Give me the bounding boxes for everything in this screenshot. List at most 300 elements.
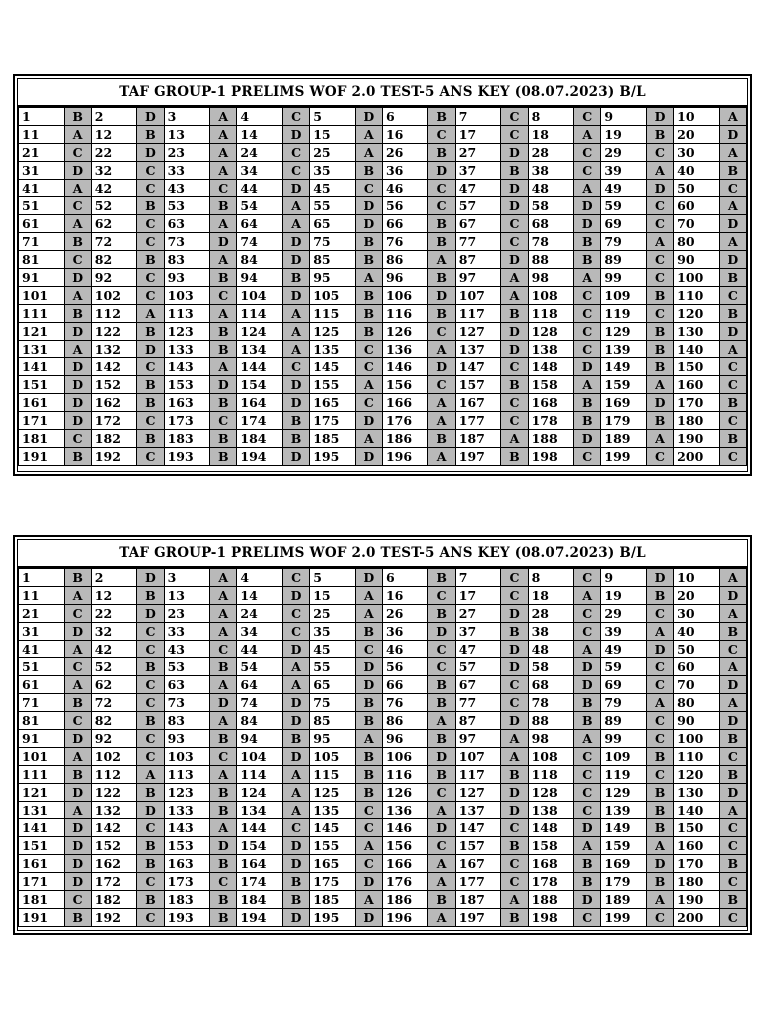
question-number: 32 bbox=[91, 622, 137, 640]
question-number: 108 bbox=[528, 286, 574, 304]
question-number: 62 bbox=[91, 676, 137, 694]
table-row bbox=[19, 269, 747, 287]
table-row bbox=[19, 286, 747, 304]
table-row bbox=[19, 622, 747, 640]
question-number: 39 bbox=[601, 622, 647, 640]
answer-letter: B bbox=[719, 730, 746, 748]
question-number: 127 bbox=[455, 322, 501, 340]
table-row bbox=[19, 837, 747, 855]
answer-letter: B bbox=[137, 586, 164, 604]
question-number: 45 bbox=[310, 179, 356, 197]
question-number: 38 bbox=[528, 161, 574, 179]
question-number: 173 bbox=[164, 873, 210, 891]
answer-letter: B bbox=[646, 358, 673, 376]
answer-letter: A bbox=[574, 837, 601, 855]
question-number: 24 bbox=[237, 143, 283, 161]
question-number: 61 bbox=[19, 676, 65, 694]
question-number: 194 bbox=[237, 447, 283, 465]
answer-letter: A bbox=[64, 286, 91, 304]
question-number: 156 bbox=[382, 837, 428, 855]
table-row bbox=[19, 819, 747, 837]
answer-letter: C bbox=[574, 340, 601, 358]
table-row bbox=[19, 447, 747, 465]
question-number: 6 bbox=[382, 108, 428, 126]
answer-letter: D bbox=[501, 640, 528, 658]
table-row bbox=[19, 358, 747, 376]
question-number: 119 bbox=[601, 304, 647, 322]
answer-letter: A bbox=[137, 304, 164, 322]
answer-letter: D bbox=[501, 658, 528, 676]
answer-letter: C bbox=[428, 658, 455, 676]
question-number: 57 bbox=[455, 197, 501, 215]
question-number: 191 bbox=[19, 908, 65, 926]
question-number: 29 bbox=[601, 604, 647, 622]
question-number: 133 bbox=[164, 801, 210, 819]
answer-letter: D bbox=[64, 269, 91, 287]
question-number: 195 bbox=[310, 447, 356, 465]
answer-letter: D bbox=[64, 322, 91, 340]
answer-letter: D bbox=[210, 837, 237, 855]
table-row bbox=[19, 712, 747, 730]
question-number: 91 bbox=[19, 730, 65, 748]
question-number: 95 bbox=[310, 730, 356, 748]
question-number: 8 bbox=[528, 108, 574, 126]
question-number: 95 bbox=[310, 269, 356, 287]
question-number: 35 bbox=[310, 161, 356, 179]
answer-letter: A bbox=[355, 125, 382, 143]
question-number: 195 bbox=[310, 908, 356, 926]
question-number: 170 bbox=[674, 855, 720, 873]
answer-letter: C bbox=[646, 730, 673, 748]
question-number: 124 bbox=[237, 783, 283, 801]
answer-letter: B bbox=[355, 251, 382, 269]
question-number: 51 bbox=[19, 197, 65, 215]
answer-letter: A bbox=[719, 233, 746, 251]
question-number: 132 bbox=[91, 340, 137, 358]
question-number: 168 bbox=[528, 855, 574, 873]
answer-letter: C bbox=[574, 447, 601, 465]
answer-letter: D bbox=[210, 694, 237, 712]
answer-letter: B bbox=[646, 412, 673, 430]
question-number: 100 bbox=[674, 730, 720, 748]
answer-letter: D bbox=[282, 447, 309, 465]
answer-letter: A bbox=[355, 143, 382, 161]
question-number: 128 bbox=[528, 322, 574, 340]
question-number: 165 bbox=[310, 855, 356, 873]
answer-letter: A bbox=[64, 179, 91, 197]
answer-key-title: TAF GROUP-1 PRELIMS WOF 2.0 TEST-5 ANS KEY (08.07.2023) B/L bbox=[18, 79, 747, 107]
answer-letter: B bbox=[574, 694, 601, 712]
question-number: 17 bbox=[455, 586, 501, 604]
question-number: 58 bbox=[528, 658, 574, 676]
question-number: 94 bbox=[237, 269, 283, 287]
question-number: 152 bbox=[91, 837, 137, 855]
question-number: 145 bbox=[310, 819, 356, 837]
answer-letter: A bbox=[719, 604, 746, 622]
table-row bbox=[19, 747, 747, 765]
answer-letter: C bbox=[137, 747, 164, 765]
answer-letter: C bbox=[428, 376, 455, 394]
answer-letter: B bbox=[210, 322, 237, 340]
question-number: 109 bbox=[601, 286, 647, 304]
answer-letter: C bbox=[719, 179, 746, 197]
question-number: 123 bbox=[164, 322, 210, 340]
answer-key-table bbox=[18, 107, 747, 466]
answer-letter: C bbox=[137, 233, 164, 251]
question-number: 120 bbox=[674, 765, 720, 783]
question-number: 48 bbox=[528, 640, 574, 658]
answer-letter: B bbox=[282, 412, 309, 430]
question-number: 56 bbox=[382, 658, 428, 676]
answer-letter: C bbox=[64, 143, 91, 161]
question-number: 200 bbox=[674, 908, 720, 926]
question-number: 137 bbox=[455, 801, 501, 819]
question-number: 119 bbox=[601, 765, 647, 783]
answer-letter: D bbox=[355, 197, 382, 215]
table-row bbox=[19, 304, 747, 322]
question-number: 47 bbox=[455, 179, 501, 197]
question-number: 49 bbox=[601, 640, 647, 658]
answer-letter: A bbox=[282, 783, 309, 801]
answer-letter: B bbox=[646, 747, 673, 765]
answer-letter: A bbox=[282, 322, 309, 340]
answer-letter: A bbox=[574, 640, 601, 658]
question-number: 9 bbox=[601, 108, 647, 126]
question-number: 41 bbox=[19, 640, 65, 658]
question-number: 144 bbox=[237, 358, 283, 376]
question-number: 65 bbox=[310, 215, 356, 233]
answer-letter: B bbox=[355, 622, 382, 640]
answer-letter: C bbox=[646, 304, 673, 322]
answer-letter: A bbox=[646, 891, 673, 909]
question-number: 154 bbox=[237, 376, 283, 394]
question-number: 171 bbox=[19, 873, 65, 891]
answer-letter: D bbox=[574, 819, 601, 837]
answer-letter: A bbox=[355, 269, 382, 287]
answer-letter: D bbox=[646, 569, 673, 587]
question-number: 51 bbox=[19, 658, 65, 676]
question-number: 166 bbox=[382, 855, 428, 873]
question-number: 33 bbox=[164, 622, 210, 640]
answer-letter: B bbox=[282, 730, 309, 748]
answer-letter: D bbox=[574, 215, 601, 233]
question-number: 82 bbox=[91, 251, 137, 269]
question-number: 71 bbox=[19, 233, 65, 251]
question-number: 161 bbox=[19, 394, 65, 412]
table-row bbox=[19, 676, 747, 694]
question-number: 107 bbox=[455, 747, 501, 765]
question-number: 67 bbox=[455, 215, 501, 233]
question-number: 72 bbox=[91, 233, 137, 251]
answer-letter: D bbox=[719, 676, 746, 694]
answer-letter: C bbox=[501, 873, 528, 891]
question-number: 90 bbox=[674, 712, 720, 730]
answer-letter: C bbox=[574, 622, 601, 640]
question-number: 165 bbox=[310, 394, 356, 412]
table-row bbox=[19, 801, 747, 819]
answer-letter: A bbox=[210, 304, 237, 322]
question-number: 76 bbox=[382, 694, 428, 712]
question-number: 58 bbox=[528, 197, 574, 215]
answer-letter: C bbox=[646, 765, 673, 783]
question-number: 55 bbox=[310, 197, 356, 215]
table-row bbox=[19, 604, 747, 622]
question-number: 193 bbox=[164, 908, 210, 926]
question-number: 46 bbox=[382, 640, 428, 658]
question-number: 80 bbox=[674, 694, 720, 712]
question-number: 1 bbox=[19, 569, 65, 587]
answer-letter: A bbox=[646, 430, 673, 448]
answer-letter: C bbox=[282, 108, 309, 126]
question-number: 84 bbox=[237, 712, 283, 730]
answer-letter: B bbox=[210, 430, 237, 448]
answer-letter: C bbox=[137, 622, 164, 640]
answer-letter: C bbox=[137, 640, 164, 658]
question-number: 99 bbox=[601, 730, 647, 748]
answer-letter: C bbox=[428, 640, 455, 658]
question-number: 62 bbox=[91, 215, 137, 233]
answer-letter: C bbox=[646, 658, 673, 676]
question-number: 53 bbox=[164, 197, 210, 215]
answer-letter: C bbox=[719, 837, 746, 855]
answer-letter: D bbox=[355, 569, 382, 587]
question-number: 3 bbox=[164, 569, 210, 587]
question-number: 190 bbox=[674, 430, 720, 448]
question-number: 75 bbox=[310, 694, 356, 712]
answer-letter: B bbox=[428, 891, 455, 909]
answer-letter: A bbox=[355, 430, 382, 448]
question-number: 16 bbox=[382, 125, 428, 143]
question-number: 31 bbox=[19, 161, 65, 179]
question-number: 102 bbox=[91, 747, 137, 765]
answer-letter: D bbox=[574, 891, 601, 909]
answer-letter: D bbox=[64, 394, 91, 412]
question-number: 145 bbox=[310, 358, 356, 376]
answer-letter: C bbox=[355, 179, 382, 197]
answer-letter: A bbox=[574, 179, 601, 197]
answer-letter: A bbox=[646, 694, 673, 712]
answer-letter: B bbox=[137, 125, 164, 143]
question-number: 15 bbox=[310, 586, 356, 604]
question-number: 157 bbox=[455, 376, 501, 394]
table-row bbox=[19, 765, 747, 783]
answer-letter: C bbox=[428, 837, 455, 855]
question-number: 45 bbox=[310, 640, 356, 658]
answer-letter: C bbox=[646, 712, 673, 730]
answer-letter: D bbox=[355, 215, 382, 233]
answer-letter: A bbox=[355, 730, 382, 748]
answer-letter: D bbox=[428, 622, 455, 640]
question-number: 153 bbox=[164, 376, 210, 394]
question-number: 197 bbox=[455, 908, 501, 926]
question-number: 88 bbox=[528, 251, 574, 269]
answer-letter: D bbox=[282, 694, 309, 712]
question-number: 142 bbox=[91, 819, 137, 837]
question-number: 136 bbox=[382, 801, 428, 819]
answer-letter: D bbox=[355, 412, 382, 430]
question-number: 115 bbox=[310, 304, 356, 322]
question-number: 47 bbox=[455, 640, 501, 658]
question-number: 142 bbox=[91, 358, 137, 376]
question-number: 155 bbox=[310, 837, 356, 855]
table-row bbox=[19, 143, 747, 161]
answer-letter: C bbox=[719, 819, 746, 837]
answer-letter: C bbox=[719, 286, 746, 304]
answer-letter: A bbox=[428, 908, 455, 926]
answer-letter: C bbox=[137, 694, 164, 712]
question-number: 144 bbox=[237, 819, 283, 837]
question-number: 193 bbox=[164, 447, 210, 465]
answer-letter: C bbox=[501, 125, 528, 143]
answer-letter: B bbox=[137, 891, 164, 909]
question-number: 151 bbox=[19, 837, 65, 855]
answer-letter: D bbox=[64, 376, 91, 394]
answer-letter: D bbox=[282, 233, 309, 251]
answer-letter: C bbox=[137, 286, 164, 304]
question-number: 72 bbox=[91, 694, 137, 712]
answer-letter: C bbox=[137, 873, 164, 891]
answer-letter: B bbox=[646, 873, 673, 891]
question-number: 13 bbox=[164, 586, 210, 604]
answer-letter: C bbox=[501, 358, 528, 376]
question-number: 180 bbox=[674, 412, 720, 430]
table-row bbox=[19, 215, 747, 233]
question-number: 100 bbox=[674, 269, 720, 287]
question-number: 175 bbox=[310, 412, 356, 430]
question-number: 79 bbox=[601, 694, 647, 712]
answer-letter: A bbox=[64, 340, 91, 358]
question-number: 159 bbox=[601, 837, 647, 855]
answer-letter: C bbox=[646, 251, 673, 269]
question-number: 59 bbox=[601, 197, 647, 215]
question-number: 27 bbox=[455, 604, 501, 622]
question-number: 161 bbox=[19, 855, 65, 873]
question-number: 160 bbox=[674, 376, 720, 394]
table-row bbox=[19, 569, 747, 587]
answer-letter: D bbox=[64, 161, 91, 179]
question-number: 197 bbox=[455, 447, 501, 465]
answer-letter: C bbox=[64, 430, 91, 448]
question-number: 181 bbox=[19, 430, 65, 448]
answer-letter: D bbox=[719, 251, 746, 269]
question-number: 81 bbox=[19, 712, 65, 730]
question-number: 178 bbox=[528, 412, 574, 430]
question-number: 146 bbox=[382, 819, 428, 837]
question-number: 77 bbox=[455, 233, 501, 251]
answer-letter: C bbox=[501, 215, 528, 233]
answer-letter: C bbox=[501, 819, 528, 837]
question-number: 166 bbox=[382, 394, 428, 412]
question-number: 125 bbox=[310, 783, 356, 801]
question-number: 36 bbox=[382, 161, 428, 179]
answer-letter: D bbox=[719, 586, 746, 604]
question-number: 96 bbox=[382, 730, 428, 748]
answer-letter: C bbox=[64, 658, 91, 676]
question-number: 87 bbox=[455, 251, 501, 269]
answer-letter: A bbox=[428, 251, 455, 269]
answer-letter: B bbox=[501, 837, 528, 855]
question-number: 61 bbox=[19, 215, 65, 233]
question-number: 150 bbox=[674, 358, 720, 376]
answer-letter: D bbox=[137, 108, 164, 126]
question-number: 80 bbox=[674, 233, 720, 251]
answer-letter: C bbox=[355, 855, 382, 873]
question-number: 108 bbox=[528, 747, 574, 765]
answer-key-title: TAF GROUP-1 PRELIMS WOF 2.0 TEST-5 ANS KEY (08.07.2023) B/L bbox=[18, 540, 747, 568]
question-number: 115 bbox=[310, 765, 356, 783]
answer-letter: D bbox=[719, 215, 746, 233]
question-number: 52 bbox=[91, 658, 137, 676]
answer-letter: D bbox=[501, 179, 528, 197]
answer-letter: A bbox=[574, 730, 601, 748]
table-row bbox=[19, 340, 747, 358]
question-number: 102 bbox=[91, 286, 137, 304]
answer-letter: D bbox=[282, 179, 309, 197]
answer-letter: A bbox=[501, 430, 528, 448]
answer-letter: A bbox=[501, 286, 528, 304]
table-row bbox=[19, 197, 747, 215]
question-number: 198 bbox=[528, 447, 574, 465]
answer-letter: B bbox=[355, 712, 382, 730]
question-number: 30 bbox=[674, 604, 720, 622]
answer-letter: C bbox=[137, 161, 164, 179]
question-number: 117 bbox=[455, 765, 501, 783]
question-number: 184 bbox=[237, 891, 283, 909]
question-number: 86 bbox=[382, 251, 428, 269]
answer-letter: D bbox=[574, 676, 601, 694]
answer-letter: D bbox=[719, 712, 746, 730]
question-number: 40 bbox=[674, 622, 720, 640]
answer-letter: A bbox=[574, 269, 601, 287]
question-number: 75 bbox=[310, 233, 356, 251]
question-number: 26 bbox=[382, 604, 428, 622]
question-number: 68 bbox=[528, 215, 574, 233]
answer-letter: A bbox=[719, 658, 746, 676]
answer-letter: C bbox=[646, 676, 673, 694]
question-number: 127 bbox=[455, 783, 501, 801]
table-row bbox=[19, 430, 747, 448]
question-number: 188 bbox=[528, 891, 574, 909]
question-number: 34 bbox=[237, 622, 283, 640]
answer-letter: B bbox=[64, 447, 91, 465]
answer-letter: B bbox=[428, 694, 455, 712]
answer-letter: B bbox=[501, 908, 528, 926]
question-number: 155 bbox=[310, 376, 356, 394]
question-number: 148 bbox=[528, 819, 574, 837]
answer-letter: A bbox=[428, 855, 455, 873]
answer-letter: D bbox=[137, 143, 164, 161]
answer-letter: A bbox=[210, 358, 237, 376]
question-number: 49 bbox=[601, 179, 647, 197]
answer-letter: B bbox=[210, 269, 237, 287]
answer-letter: B bbox=[355, 304, 382, 322]
answer-letter: D bbox=[719, 125, 746, 143]
answer-letter: C bbox=[137, 215, 164, 233]
answer-letter: A bbox=[574, 125, 601, 143]
question-number: 156 bbox=[382, 376, 428, 394]
answer-letter: B bbox=[428, 269, 455, 287]
answer-letter: C bbox=[64, 891, 91, 909]
table-row bbox=[19, 694, 747, 712]
answer-letter: A bbox=[355, 376, 382, 394]
table-row bbox=[19, 125, 747, 143]
answer-letter: D bbox=[282, 747, 309, 765]
question-number: 147 bbox=[455, 358, 501, 376]
answer-letter: B bbox=[501, 376, 528, 394]
answer-letter: A bbox=[64, 676, 91, 694]
question-number: 89 bbox=[601, 251, 647, 269]
question-number: 87 bbox=[455, 712, 501, 730]
